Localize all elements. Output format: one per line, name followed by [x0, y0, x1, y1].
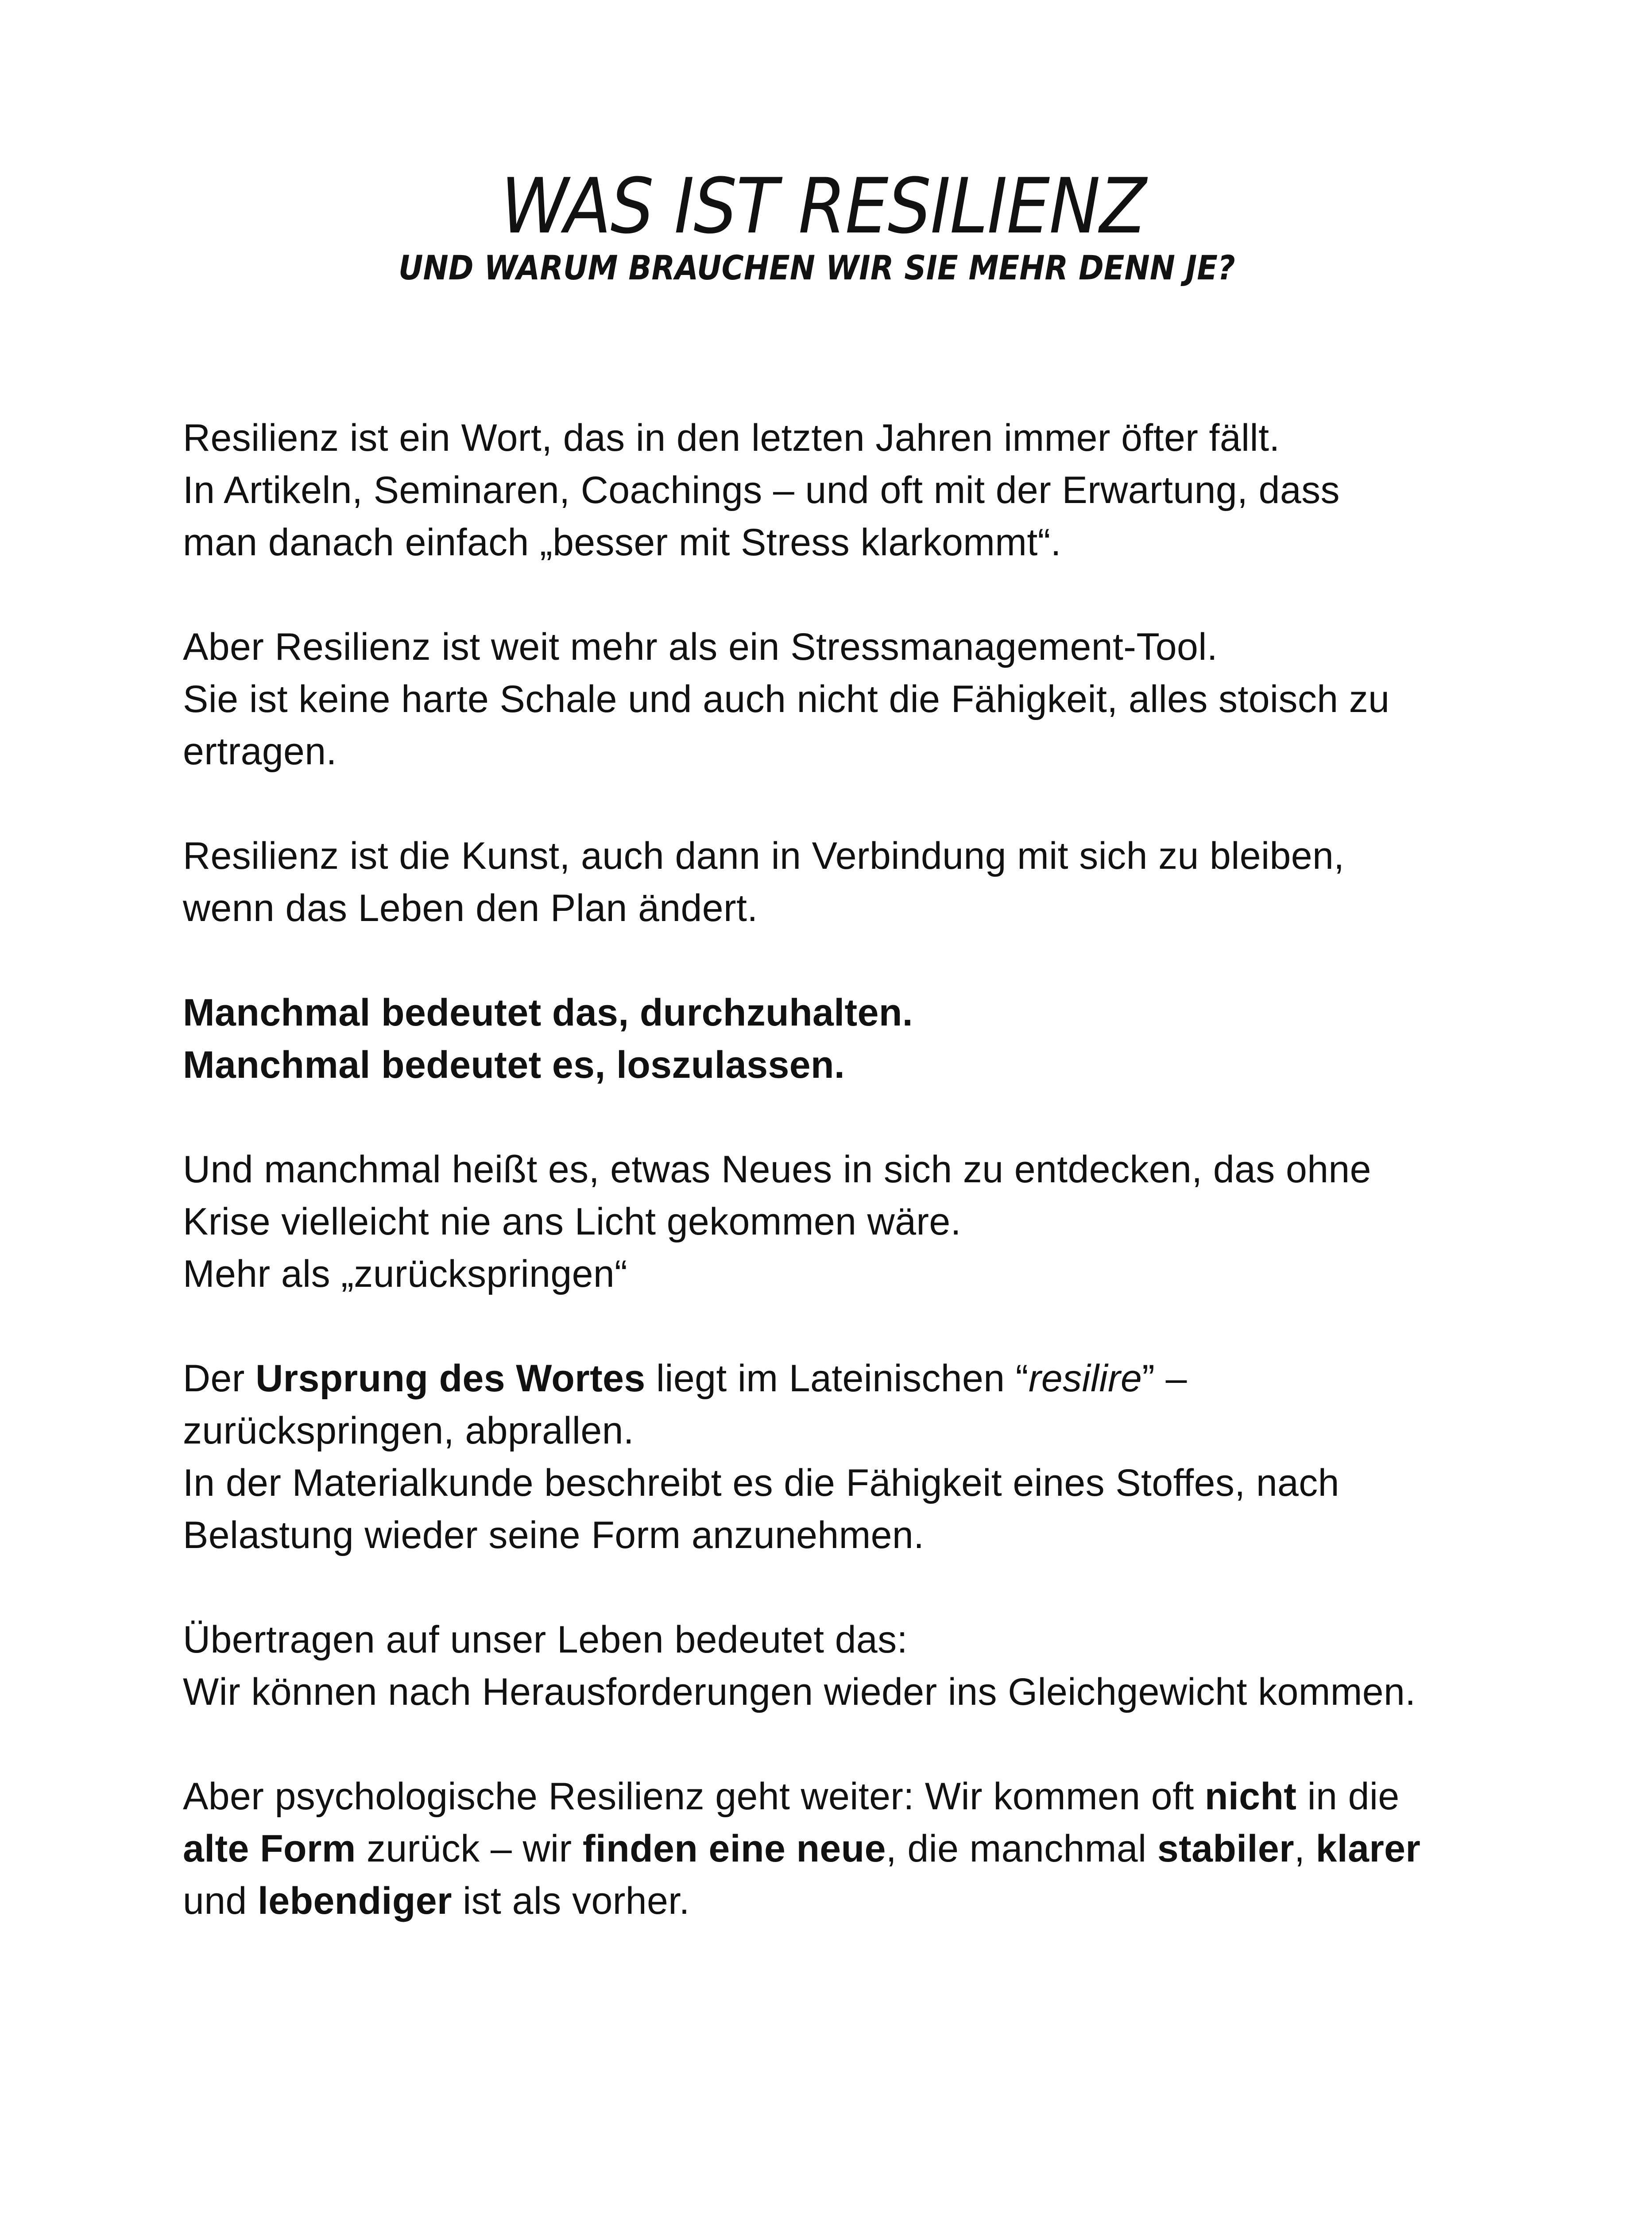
text-line: Krise vielleicht nie ans Licht gekommen wäre.: [183, 1200, 961, 1243]
text-run: liegt im Lateinischen “: [645, 1357, 1029, 1400]
text-run: und: [183, 1880, 258, 1922]
paragraph-applied-to-life: [183, 1614, 1516, 1718]
text-run: ist als vorher.: [452, 1880, 690, 1922]
text-line: Resilienz ist ein Wort, das in den letzten Jahren immer öfter fällt.: [183, 417, 1280, 459]
text-run: in die: [1296, 1775, 1400, 1818]
paragraph-intro: [183, 412, 1516, 569]
text-run: Aber psychologische Resilienz geht weiter: Wir kommen oft: [183, 1775, 1205, 1818]
page-title: WAS IST RESILIENZ: [501, 162, 1146, 251]
text-run: zurück – wir: [356, 1827, 583, 1870]
text-run: ,: [1294, 1827, 1316, 1870]
text-line: Belastung wieder seine Form anzunehmen.: [183, 1514, 925, 1556]
text-line: Sie ist keine harte Schale und auch nicht die Fähigkeit, alles stoisch zu: [183, 678, 1390, 720]
bold-run: Ursprung des Wortes: [255, 1357, 646, 1400]
text-line: man danach einfach „besser mit Stress klarkommt“.: [183, 521, 1061, 564]
text-line: zurückspringen, abprallen.: [183, 1409, 634, 1452]
text-line: Übertragen auf unser Leben bedeutet das:: [183, 1618, 908, 1661]
paragraph-art-of-connection: [183, 830, 1516, 934]
text-line: Resilienz ist die Kunst, auch dann in Verbindung mit sich zu bleiben,: [183, 835, 1345, 877]
italic-run: resilire: [1028, 1357, 1142, 1400]
bold-run: lebendiger: [257, 1880, 452, 1922]
paragraph-psychological-resilience: [183, 1770, 1516, 1927]
text-line: [183, 1875, 1516, 1927]
bold-line: Manchmal bedeutet es, loszulassen.: [183, 1044, 845, 1086]
text-line: ertragen.: [183, 730, 337, 773]
text-line: Aber Resilienz ist weit mehr als ein Stressmanagement-Tool.: [183, 626, 1218, 668]
text-line: Mehr als „zurückspringen“: [183, 1253, 628, 1295]
bold-run: klarer: [1315, 1827, 1421, 1870]
text-run: , die manchmal: [886, 1827, 1157, 1870]
bold-run: alte Form: [183, 1827, 356, 1870]
text-line: [183, 1352, 1516, 1405]
bold-line: Manchmal bedeutet das, durchzuhalten.: [183, 991, 913, 1034]
text-run: Der: [183, 1357, 256, 1400]
text-line: [183, 1823, 1516, 1875]
text-line: Und manchmal heißt es, etwas Neues in sich zu entdecken, das ohne: [183, 1148, 1371, 1191]
bold-run: finden eine neue: [582, 1827, 886, 1870]
bold-run: stabiler: [1157, 1827, 1294, 1870]
page-subtitle: UND WARUM BRAUCHEN WIR SIE MEHR DENN JE?: [398, 248, 1235, 287]
bold-run: nicht: [1204, 1775, 1297, 1818]
text-line: wenn das Leben den Plan ändert.: [183, 887, 758, 929]
paragraph-more-than-tool: [183, 621, 1516, 778]
text-run: ” –: [1142, 1357, 1187, 1400]
paragraph-word-origin: [183, 1352, 1516, 1561]
paragraph-discover-new: [183, 1143, 1516, 1300]
text-line: In Artikeln, Seminaren, Coachings – und oft mit der Erwartung, dass: [183, 469, 1340, 511]
paragraph-emphasis: [183, 987, 1516, 1091]
text-line: [183, 1770, 1516, 1823]
body-text: [183, 412, 1516, 1979]
text-line: In der Materialkunde beschreibt es die Fähigkeit eines Stoffes, nach: [183, 1462, 1339, 1504]
text-line: Wir können nach Herausforderungen wieder ins Gleichgewicht kommen.: [183, 1671, 1416, 1713]
